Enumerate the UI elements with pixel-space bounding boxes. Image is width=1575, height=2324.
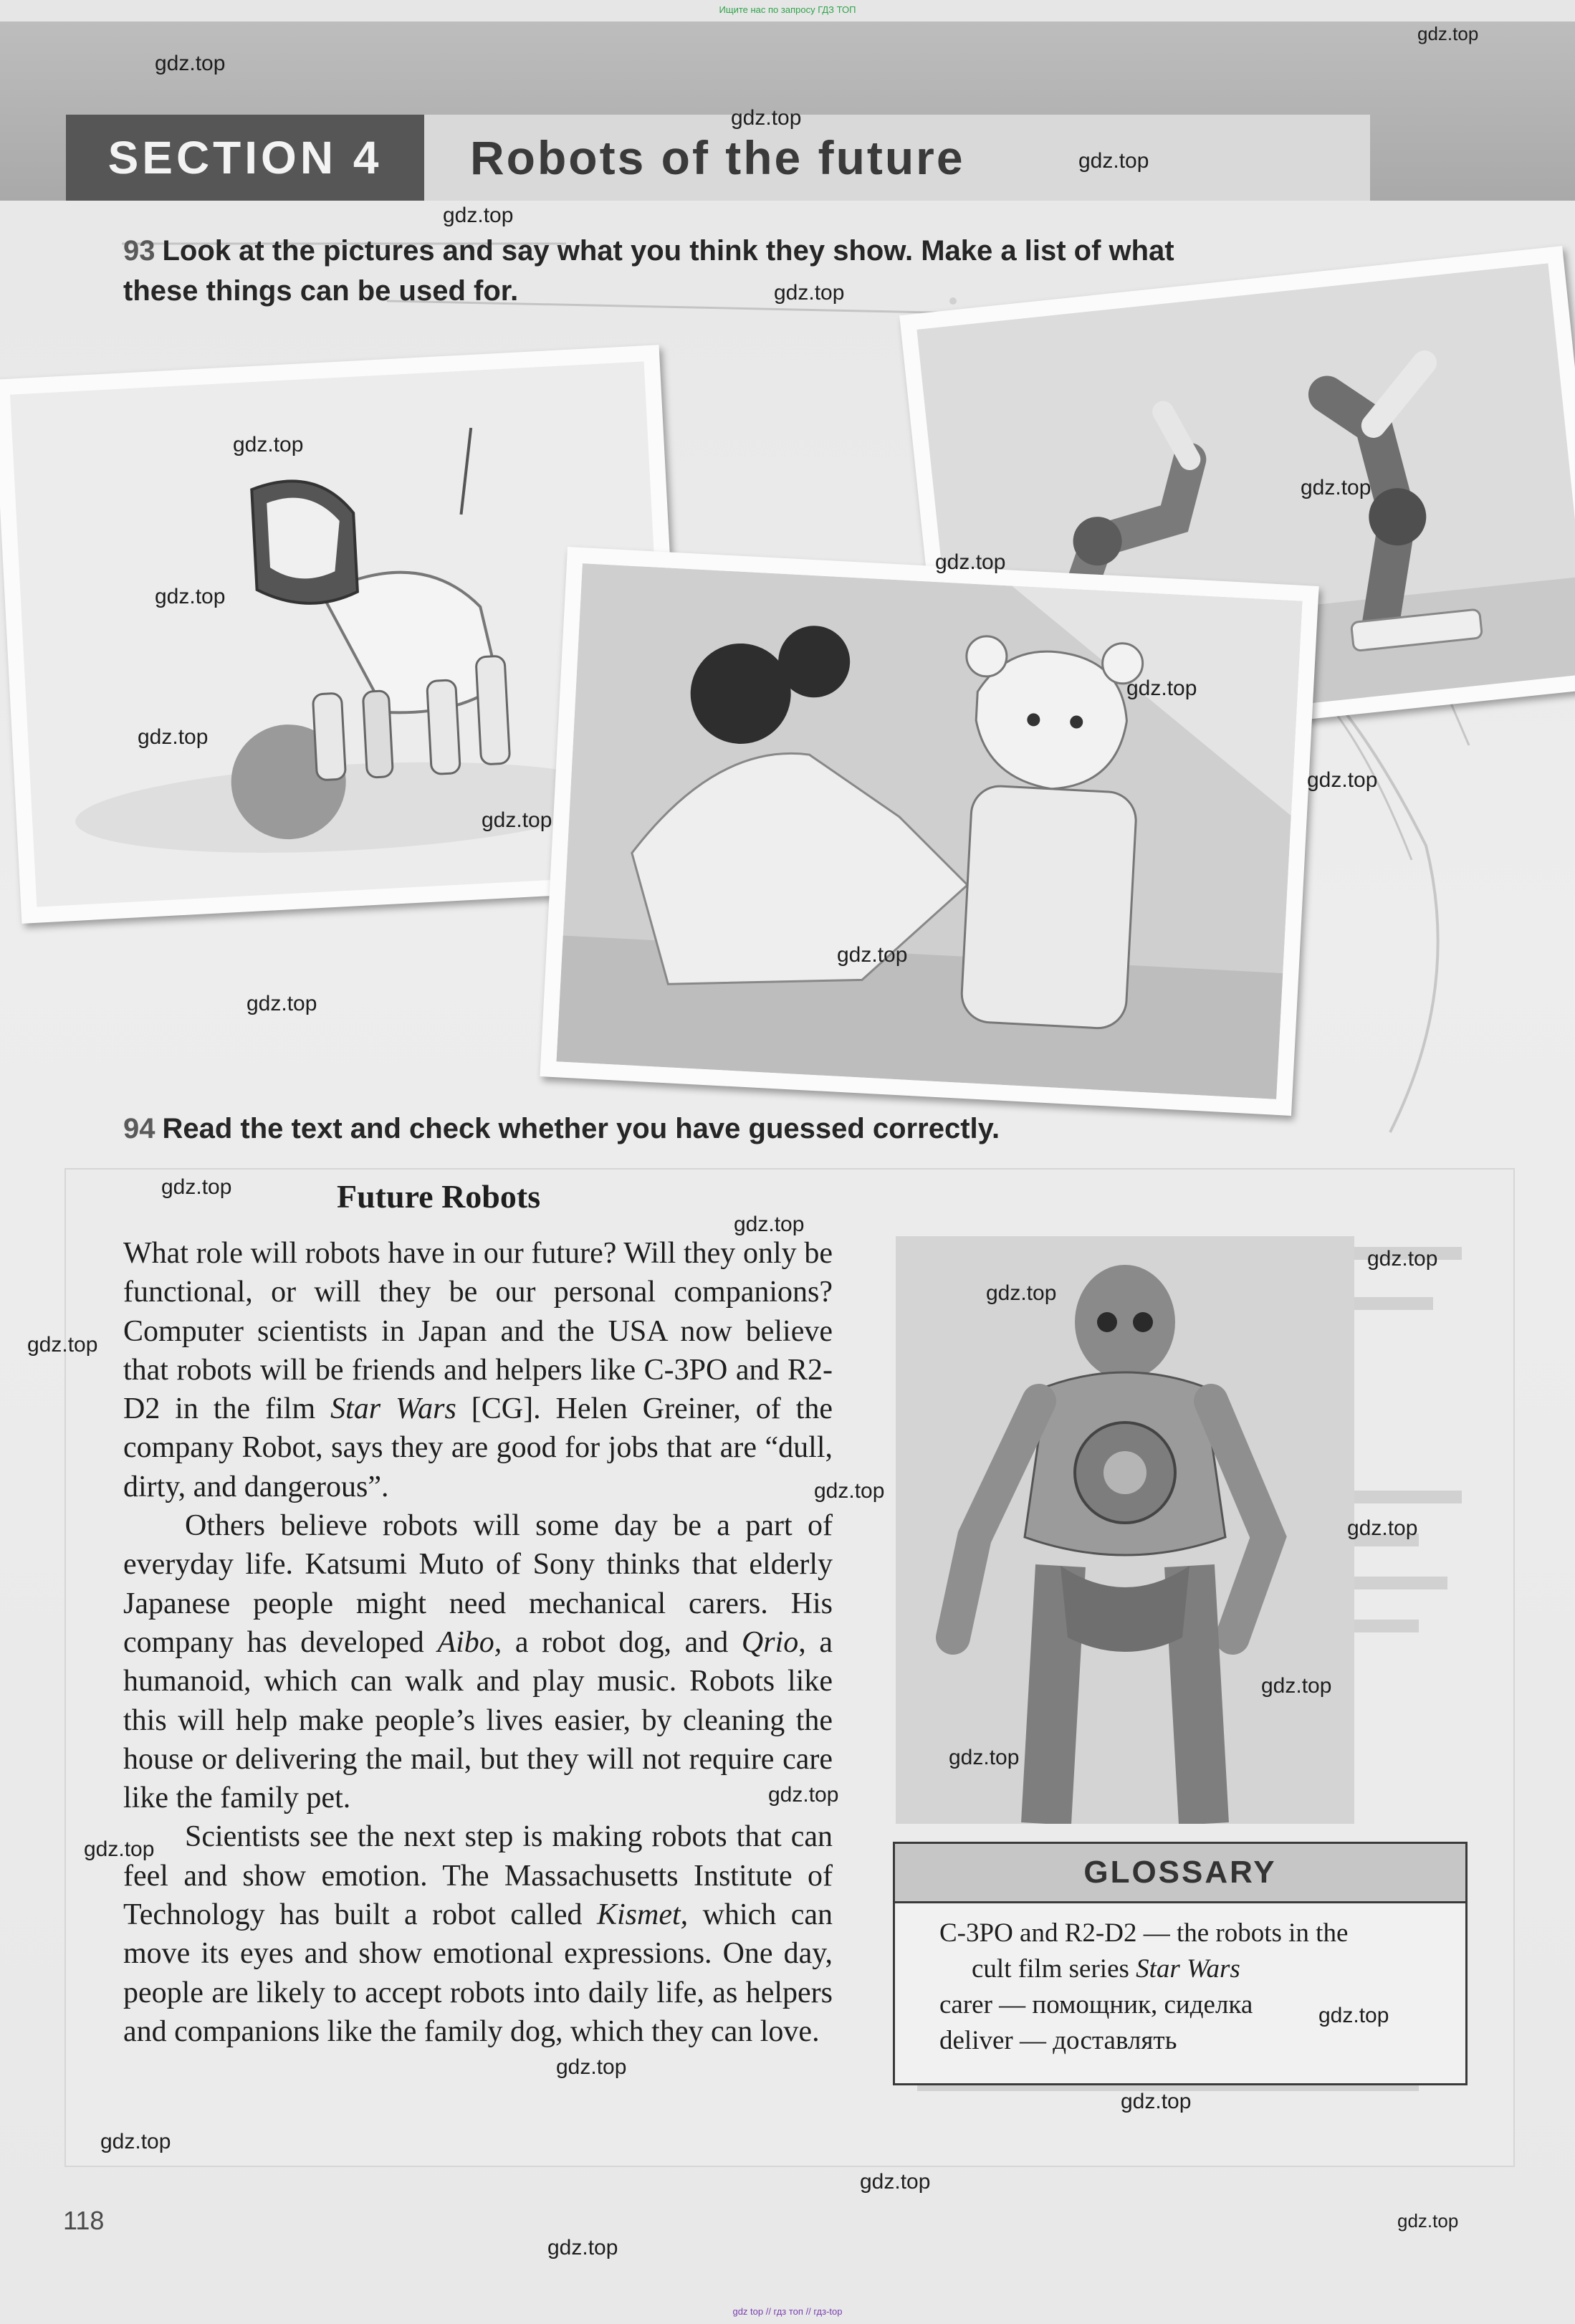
- promo-text[interactable]: Ищите нас по запросу ГДЗ ТОП: [719, 4, 856, 15]
- c3po-illustration: [896, 1236, 1354, 1824]
- article-body: [123, 1234, 833, 2051]
- watermark[interactable]: gdz.top: [84, 1837, 155, 1861]
- glossary-box: [893, 1842, 1468, 2085]
- glossary-entries: [939, 1916, 1455, 2059]
- article-paragraph: Others believe robots will some day be a part of everyday life. Katsumi Muto of Sony thinks that elderly Japanese people might need mechanical carers. His company has developed Aibo, a robot dog, and Qrio, a humanoid, which can walk and play music. Robots like this will help make people’s lives easier, by cleaning the house or delivering the mail, but they will not require care like the family pet.: [123, 1509, 833, 1815]
- watermark[interactable]: gdz.top: [768, 1783, 839, 1807]
- watermark[interactable]: gdz.top: [443, 204, 514, 227]
- section-title: Robots of the future: [470, 131, 965, 184]
- watermark[interactable]: gdz.top: [155, 52, 226, 75]
- glossary-entry: carer — помощник, сиделка: [939, 1990, 1253, 2019]
- watermark[interactable]: gdz.top: [986, 1281, 1057, 1305]
- photo-carer-robot: [540, 547, 1318, 1116]
- watermark[interactable]: gdz.top: [482, 808, 552, 832]
- watermark[interactable]: gdz.top: [1261, 1674, 1332, 1698]
- robot-name-qrio: Qrio: [741, 1625, 799, 1659]
- page-number: 118: [63, 2206, 105, 2235]
- watermark[interactable]: gdz.top: [1318, 2004, 1389, 2027]
- watermark[interactable]: gdz.top: [547, 2236, 618, 2260]
- article-title: Future Robots: [337, 1178, 541, 1215]
- watermark[interactable]: gdz.top: [155, 585, 226, 608]
- watermark[interactable]: gdz.top: [837, 943, 908, 967]
- task-93: [123, 231, 1184, 311]
- task-text: Read the text and check whether you have guessed correctly.: [162, 1113, 1000, 1144]
- film-title: Star Wars: [330, 1392, 456, 1426]
- watermark[interactable]: gdz.top: [949, 1746, 1020, 1769]
- watermark[interactable]: gdz.top: [161, 1175, 232, 1199]
- watermark[interactable]: gdz.top: [100, 2130, 171, 2153]
- watermark[interactable]: gdz.top: [1301, 476, 1371, 499]
- watermark[interactable]: gdz.top: [1121, 2090, 1192, 2113]
- carer-robot-illustration: [556, 563, 1302, 1099]
- photo-c3po: [896, 1236, 1354, 1824]
- watermark[interactable]: gdz.top: [731, 106, 802, 130]
- watermark[interactable]: gdz.top: [935, 550, 1006, 574]
- watermark[interactable]: gdz.top: [734, 1213, 805, 1236]
- watermark[interactable]: gdz.top: [1417, 23, 1479, 44]
- glossary-entry: C-3PO and R2-D2 — the robots in the: [939, 1918, 1349, 1948]
- task-94: [123, 1109, 1198, 1149]
- glossary-entry-continuation: cult film series Star Wars: [972, 1954, 1240, 1984]
- glossary-entry: deliver — доставлять: [939, 2026, 1177, 2055]
- article-paragraph: What role will robots have in our future? Will they only be functional, or will they be our personal companions? Computer scientists in Japan and the USA now believe that robots will be friends and helpers like C-3PO and R2-D2 in the film Star Wars [CG]. Helen Greiner, of the company Robot, says they are good for jobs that are “dull, dirty, and dangerous”.: [123, 1237, 833, 1503]
- task-number: 93: [123, 235, 155, 267]
- article-paragraph: Scientists see the next step is making robots that can feel and show emotion. The Massachusetts Institute of Technology has built a robot called Kismet, which can move its eyes and show emotional expressions. One day, people are likely to accept robots into daily life, as helpers and companions like the family dog, which they can love.: [123, 1820, 833, 2048]
- watermark[interactable]: gdz.top: [27, 1333, 98, 1357]
- task-text: Look at the pictures and say what you think they show. Make a list of what these things can be used for.: [123, 235, 1174, 307]
- watermark[interactable]: gdz.top: [1307, 768, 1378, 792]
- footer-links[interactable]: gdz top // гдз топ // гдз-top: [732, 2306, 843, 2317]
- watermark[interactable]: gdz.top: [1126, 676, 1197, 700]
- watermark[interactable]: gdz.top: [556, 2055, 627, 2079]
- watermark[interactable]: gdz.top: [1347, 1516, 1418, 1540]
- glossary-heading: GLOSSARY: [895, 1844, 1465, 1903]
- robot-name-kismet: Kismet,: [596, 1898, 689, 1932]
- section-label: SECTION 4: [66, 115, 424, 201]
- watermark[interactable]: gdz.top: [1367, 1247, 1438, 1271]
- watermark[interactable]: gdz.top: [233, 433, 304, 456]
- watermark[interactable]: gdz.top: [860, 2170, 931, 2194]
- robot-name-aibo: Aibo,: [437, 1625, 502, 1659]
- watermark[interactable]: gdz.top: [774, 281, 845, 305]
- watermark[interactable]: gdz.top: [138, 725, 209, 749]
- watermark[interactable]: gdz.top: [246, 992, 317, 1015]
- task-number: 94: [123, 1113, 155, 1144]
- watermark[interactable]: gdz.top: [814, 1479, 885, 1503]
- watermark[interactable]: gdz.top: [1078, 149, 1149, 173]
- watermark[interactable]: gdz.top: [1397, 2210, 1459, 2232]
